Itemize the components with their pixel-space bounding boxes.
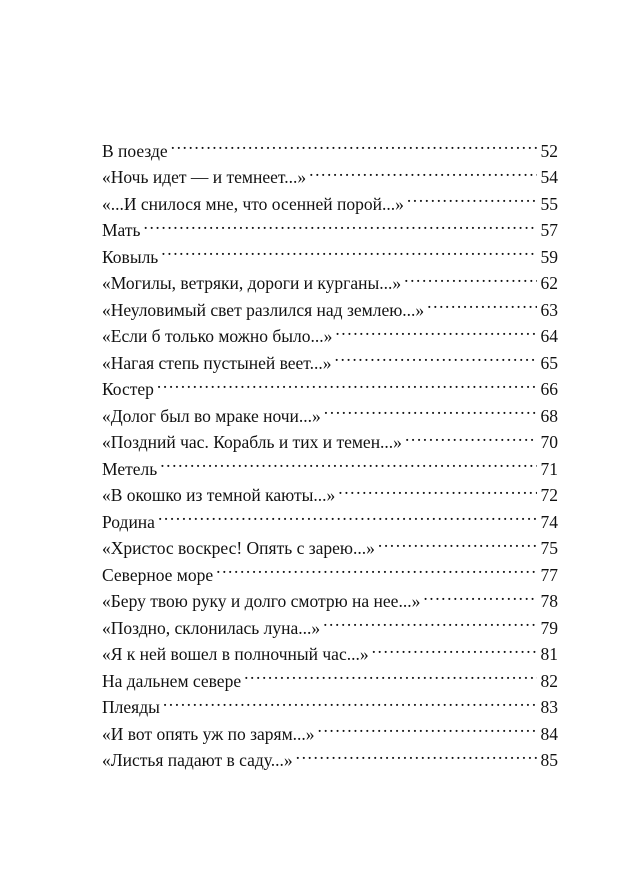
toc-dot-leader: [407, 183, 537, 210]
toc-entry-title: «И вот опять уж по зарям...»: [102, 723, 315, 744]
toc-entry: [102, 210, 558, 240]
toc-entry-page-number: 63: [540, 299, 558, 320]
toc-entry-title: «Неуловимый свет разлился над землею...»: [102, 299, 425, 320]
toc-dot-leader: [338, 475, 536, 502]
toc-entry-title: В поезде: [102, 140, 168, 161]
toc-entry-page-number: 79: [540, 617, 558, 638]
toc-entry: [102, 687, 558, 717]
toc-entry-title: «Поздно, склонилась луна...»: [102, 617, 321, 638]
toc-entry-title: Метель: [102, 458, 158, 479]
toc-dot-leader: [244, 660, 536, 687]
toc-entry: [102, 395, 558, 426]
toc-entry: [102, 236, 558, 267]
toc-entry: [102, 369, 558, 399]
toc-entry-title: Ковыль: [102, 246, 159, 267]
toc-dot-leader: [144, 210, 537, 237]
toc-dot-leader: [427, 289, 536, 316]
toc-entry: [102, 263, 558, 293]
toc-entry-page-number: 75: [540, 538, 558, 558]
toc-dot-leader: [324, 395, 537, 422]
toc-dot-leader: [216, 554, 536, 581]
toc-entry-page-number: 54: [540, 167, 558, 187]
toc-dot-leader: [335, 342, 537, 369]
toc-dot-leader: [309, 157, 536, 184]
toc-entry-title: «Если б только можно было...»: [102, 326, 333, 346]
toc-entry-title: «Нагая степь пустыней веет...»: [102, 352, 332, 373]
toc-entry-title: «Беру твою руку и долго смотрю на нее...»: [102, 591, 421, 611]
toc-dot-leader: [318, 713, 537, 740]
toc-entry-page-number: 74: [540, 511, 558, 532]
toc-entry-page-number: 59: [540, 246, 558, 267]
toc-entry-title: «Христос воскрес! Опять с зарею...»: [102, 538, 375, 558]
toc-entry-page-number: 78: [540, 591, 558, 611]
toc-dot-leader: [378, 528, 537, 555]
toc-entry-title: Плеяды: [102, 697, 160, 717]
toc-entry-title: «В окошко из темной каюты...»: [102, 485, 336, 505]
toc-dot-leader: [161, 236, 536, 263]
toc-entry-page-number: 84: [540, 723, 558, 744]
toc-dot-leader: [296, 740, 537, 767]
toc-dot-leader: [335, 316, 536, 343]
toc-dot-leader: [171, 130, 537, 157]
toc-entry-title: «...И снилося мне, что осенней порой...»: [102, 193, 404, 214]
toc-entry: [102, 501, 558, 532]
toc-entry-page-number: 64: [540, 326, 558, 346]
toc-entry-page-number: 52: [540, 140, 558, 161]
toc-dot-leader: [372, 634, 537, 661]
toc-entry-title: «Ночь идет — и темнеет...»: [102, 167, 307, 187]
toc-entry-title: «Листья падают в саду...»: [102, 750, 293, 770]
toc-entry-page-number: 68: [540, 405, 558, 426]
toc-dot-leader: [323, 607, 536, 634]
toc-entry: [102, 448, 558, 479]
toc-entry-page-number: 55: [540, 193, 558, 214]
toc-entry-page-number: 57: [540, 220, 558, 240]
toc-dot-leader: [158, 501, 537, 528]
toc-entry-page-number: 71: [540, 458, 558, 479]
toc-entry-page-number: 72: [540, 485, 558, 505]
toc-entry-page-number: 82: [540, 670, 558, 691]
toc-entry-page-number: 70: [540, 432, 558, 452]
toc-dot-leader: [404, 263, 536, 290]
toc-dot-leader: [423, 581, 536, 608]
toc-entry-title: «Долог был во мраке ночи...»: [102, 405, 321, 426]
toc-dot-leader: [405, 422, 537, 449]
toc-entry-title: На дальнем севере: [102, 670, 242, 691]
toc-dot-leader: [157, 369, 537, 396]
toc-entry: [102, 713, 558, 744]
toc-entry-page-number: 66: [540, 379, 558, 399]
table-of-contents: [102, 130, 558, 770]
toc-entry: [102, 475, 558, 505]
toc-entry-page-number: 81: [540, 644, 558, 664]
toc-entry: [102, 528, 558, 558]
toc-entry-page-number: 83: [540, 697, 558, 717]
toc-entry-page-number: 77: [540, 564, 558, 585]
toc-entry-page-number: 85: [540, 750, 558, 770]
toc-entry-page-number: 65: [540, 352, 558, 373]
toc-entry-page-number: 62: [540, 273, 558, 293]
toc-entry-title: Мать: [102, 220, 141, 240]
toc-entry-title: «Я к ней вошел в полночный час...»: [102, 644, 369, 664]
toc-entry-title: «Могилы, ветряки, дороги и курганы...»: [102, 273, 402, 293]
toc-dot-leader: [163, 687, 537, 714]
toc-entry-title: Костер: [102, 379, 154, 399]
toc-entry: [102, 130, 558, 161]
toc-entry-title: Родина: [102, 511, 155, 532]
toc-entry-title: Северное море: [102, 564, 214, 585]
toc-dot-leader: [160, 448, 536, 475]
toc-entry-title: «Поздний час. Корабль и тих и темен...»: [102, 432, 402, 452]
